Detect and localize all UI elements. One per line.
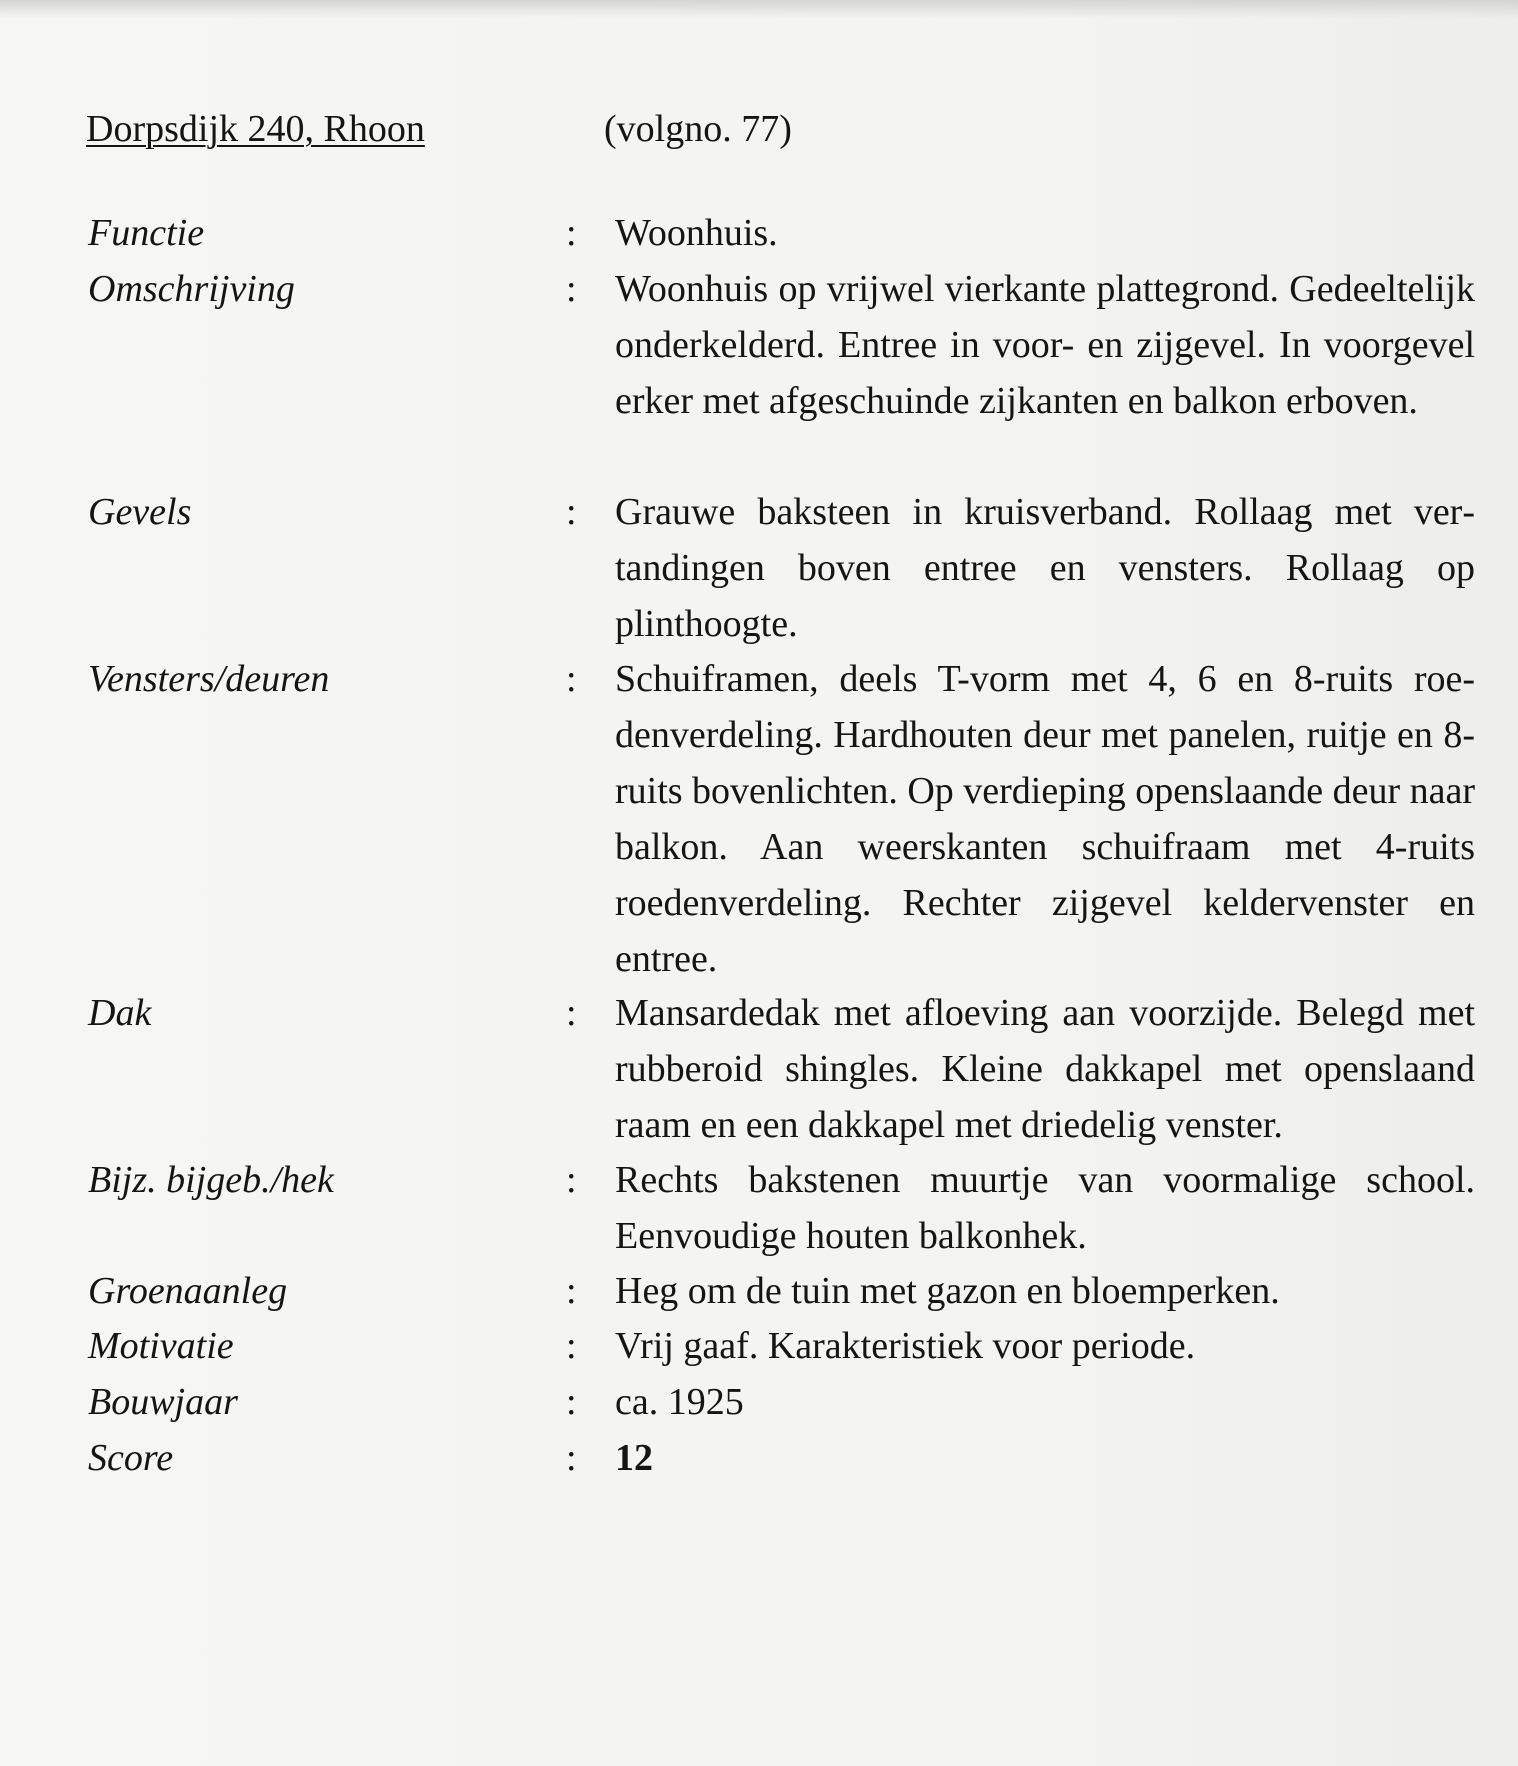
field-separator: : bbox=[566, 1437, 577, 1479]
field-separator: : bbox=[566, 992, 577, 1034]
field-label: Score bbox=[88, 1437, 174, 1479]
field-label: Bijz. bijgeb./hek bbox=[88, 1159, 334, 1201]
scan-edge-shadow bbox=[0, 0, 1518, 18]
field-separator: : bbox=[566, 1325, 577, 1367]
field-separator: : bbox=[566, 1270, 577, 1312]
field-value: ca. 1925 bbox=[615, 1381, 744, 1423]
field-value: Mansardedak met afloeving aan voorzijde. Belegd met rubberoid shingles. Kleine dakkapel met openslaand raam en een dakkapel met driedelig venster. bbox=[615, 992, 1475, 1146]
field-value: Vrij gaaf. Karakteristiek voor periode. bbox=[615, 1325, 1196, 1367]
field-separator: : bbox=[566, 1159, 577, 1201]
field-separator: : bbox=[566, 268, 577, 310]
field-separator: : bbox=[566, 212, 577, 254]
field-label: Omschrijving bbox=[88, 268, 295, 310]
field-label: Groenaanleg bbox=[88, 1270, 288, 1312]
field-value: Woonhuis op vrijwel vierkante plattegrond. Gedeeltelijk onderkelderd. Entree in voor- en zijgevel. In voorgevel erker met afgeschuinde zijkanten en balkon erboven. bbox=[615, 268, 1475, 422]
address-heading: Dorpsdijk 240, Rhoon bbox=[86, 108, 425, 150]
field-label: Functie bbox=[88, 212, 205, 254]
field-label: Gevels bbox=[88, 491, 192, 533]
field-value: Woonhuis. bbox=[615, 212, 778, 254]
field-value: Grauwe baksteen in kruisverband. Rollaag met vertandingen boven entree en vensters. Rollaag op plinthoogte. bbox=[615, 491, 1475, 645]
field-label: Bouwjaar bbox=[88, 1381, 238, 1423]
field-separator: : bbox=[566, 491, 577, 533]
field-value: Rechts bakstenen muurtje van voormalige school. Eenvoudige houten balkonhek. bbox=[615, 1159, 1475, 1257]
field-label: Dak bbox=[88, 992, 152, 1034]
field-value: Schuiframen, deels T-vorm met 4, 6 en 8-ruits roedenverdeling. Hardhouten deur met panelen, ruitje en 8-ruits bovenlichten. Op verdieping openslaande deur naar balkon. Aan weerskanten schuifraam met 4-ruits roedenverdeling. Rechter zijgevel keldervenster en entree. bbox=[615, 658, 1475, 980]
field-value: Heg om de tuin met gazon en bloemperken. bbox=[615, 1270, 1280, 1312]
field-label: Motivatie bbox=[88, 1325, 234, 1367]
field-separator: : bbox=[566, 1381, 577, 1423]
field-separator: : bbox=[566, 658, 577, 700]
field-label: Vensters/deuren bbox=[88, 658, 330, 700]
score-value: 12 bbox=[615, 1437, 653, 1479]
reference-number: (volgno. 77) bbox=[604, 108, 792, 150]
